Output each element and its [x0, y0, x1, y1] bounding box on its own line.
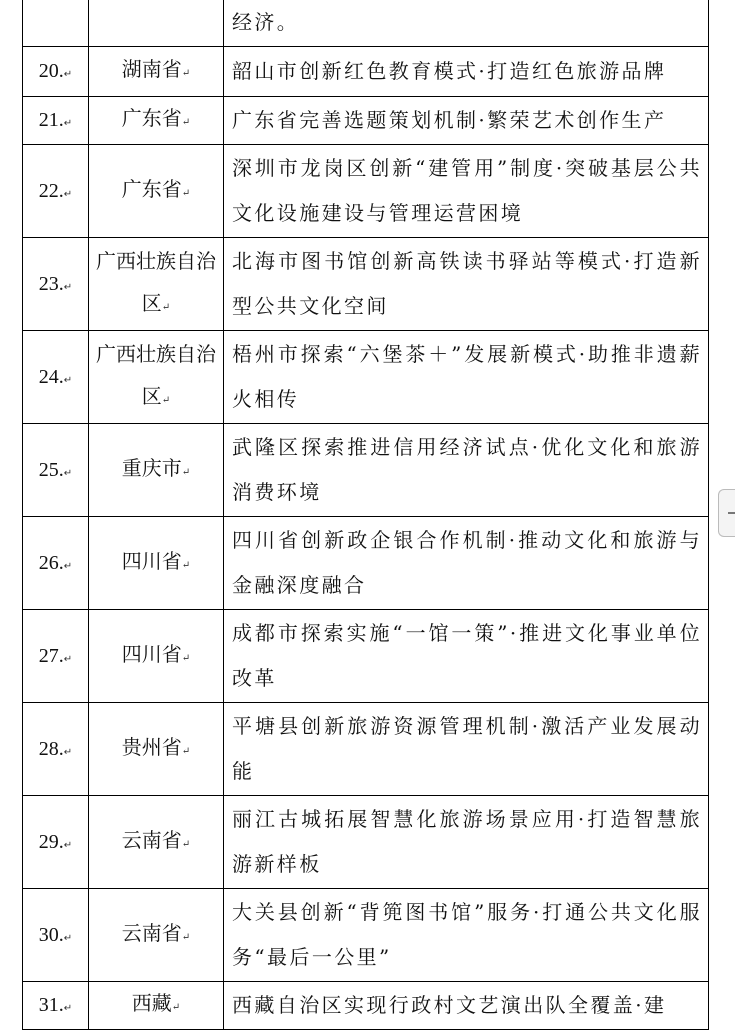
province-cell — [89, 0, 224, 47]
description-cell[interactable]: 大关县创新“背篼图书馆”服务·打通公共文化服务“最后一公里” — [224, 889, 709, 982]
row-number: 21.↵ — [23, 97, 89, 145]
paragraph-mark-icon: ↵ — [161, 301, 171, 313]
row-number: 23.↵ — [23, 238, 89, 331]
paragraph-mark-icon: ↵ — [63, 560, 73, 572]
paragraph-mark-icon: ↵ — [181, 68, 191, 79]
paragraph-mark-icon: ↵ — [181, 838, 191, 850]
row-number: 30.↵ — [23, 889, 89, 982]
province-cell: 广西壮族自治区↵ — [89, 331, 224, 424]
description-cell[interactable]: 平塘县创新旅游资源管理机制·激活产业发展动能 — [224, 703, 709, 796]
description-cell[interactable]: 韶山市创新红色教育模式·打造红色旅游品牌 — [224, 47, 709, 97]
collapse-icon — [728, 512, 735, 514]
row-number: 29.↵ — [23, 796, 89, 889]
paragraph-mark-icon: ↵ — [181, 652, 191, 664]
row-number: 24.↵ — [23, 331, 89, 424]
description-cell[interactable]: 成都市探索实施“一馆一策”·推进文化事业单位改革 — [224, 610, 709, 703]
table-row — [23, 145, 709, 238]
row-number: 27.↵ — [23, 610, 89, 703]
row-number: 31.↵ — [23, 982, 89, 1030]
paragraph-mark-icon: ↵ — [63, 118, 73, 129]
side-panel-toggle[interactable] — [718, 489, 735, 537]
description-cell[interactable]: 西藏自治区实现行政村文艺演出队全覆盖·建 — [224, 982, 709, 1030]
table-row — [23, 424, 709, 517]
province-cell: 广东省↵ — [89, 145, 224, 238]
paragraph-mark-icon: ↵ — [181, 931, 191, 943]
province-cell: 四川省↵ — [89, 610, 224, 703]
paragraph-mark-icon: ↵ — [63, 653, 73, 665]
description-cell[interactable]: 丽江古城拓展智慧化旅游场景应用·打造智慧旅游新样板 — [224, 796, 709, 889]
paragraph-mark-icon: ↵ — [63, 1003, 73, 1014]
paragraph-mark-icon: ↵ — [181, 745, 191, 757]
row-number: 20.↵ — [23, 47, 89, 97]
table-row — [23, 889, 709, 982]
table-row — [23, 331, 709, 424]
document-table — [22, 0, 709, 1030]
paragraph-mark-icon: ↵ — [63, 281, 73, 293]
paragraph-mark-icon: ↵ — [63, 746, 73, 758]
description-cell[interactable]: 北海市图书馆创新高铁读书驿站等模式·打造新型公共文化空间 — [224, 238, 709, 331]
paragraph-mark-icon: ↵ — [63, 69, 73, 80]
description-cell[interactable]: 四川省创新政企银合作机制·推动文化和旅游与金融深度融合 — [224, 517, 709, 610]
paragraph-mark-icon: ↵ — [63, 374, 73, 386]
paragraph-mark-icon: ↵ — [181, 187, 191, 199]
table-row — [23, 703, 709, 796]
province-cell: 四川省↵ — [89, 517, 224, 610]
table-row — [23, 796, 709, 889]
province-cell: 重庆市↵ — [89, 424, 224, 517]
paragraph-mark-icon: ↵ — [63, 467, 73, 479]
table-row — [23, 0, 709, 47]
province-cell: 西藏↵ — [89, 982, 224, 1030]
table-row — [23, 517, 709, 610]
paragraph-mark-icon: ↵ — [63, 188, 73, 200]
province-cell: 湖南省↵ — [89, 47, 224, 97]
province-cell: 广东省↵ — [89, 97, 224, 145]
paragraph-mark-icon: ↵ — [161, 394, 171, 406]
paragraph-mark-icon: ↵ — [63, 839, 73, 851]
description-cell[interactable]: 武隆区探索推进信用经济试点·优化文化和旅游消费环境 — [224, 424, 709, 517]
paragraph-mark-icon: ↵ — [63, 932, 73, 944]
paragraph-mark-icon: ↵ — [171, 1002, 181, 1013]
province-cell: 广西壮族自治区↵ — [89, 238, 224, 331]
province-cell: 贵州省↵ — [89, 703, 224, 796]
description-cell[interactable]: 经济。 — [224, 0, 709, 47]
paragraph-mark-icon: ↵ — [181, 559, 191, 571]
province-cell: 云南省↵ — [89, 889, 224, 982]
row-number: 26.↵ — [23, 517, 89, 610]
table-row — [23, 97, 709, 145]
table-row — [23, 47, 709, 97]
paragraph-mark-icon: ↵ — [181, 117, 191, 128]
row-number: 22.↵ — [23, 145, 89, 238]
table-row — [23, 610, 709, 703]
row-number: 28.↵ — [23, 703, 89, 796]
province-cell: 云南省↵ — [89, 796, 224, 889]
table-row — [23, 238, 709, 331]
paragraph-mark-icon: ↵ — [181, 466, 191, 478]
table-row — [23, 982, 709, 1030]
row-number: 25.↵ — [23, 424, 89, 517]
description-cell[interactable]: 深圳市龙岗区创新“建管用”制度·突破基层公共文化设施建设与管理运营困境 — [224, 145, 709, 238]
description-cell[interactable]: 广东省完善选题策划机制·繁荣艺术创作生产 — [224, 97, 709, 145]
description-cell[interactable]: 梧州市探索“六堡茶＋”发展新模式·助推非遗薪火相传 — [224, 331, 709, 424]
row-number — [23, 0, 89, 47]
